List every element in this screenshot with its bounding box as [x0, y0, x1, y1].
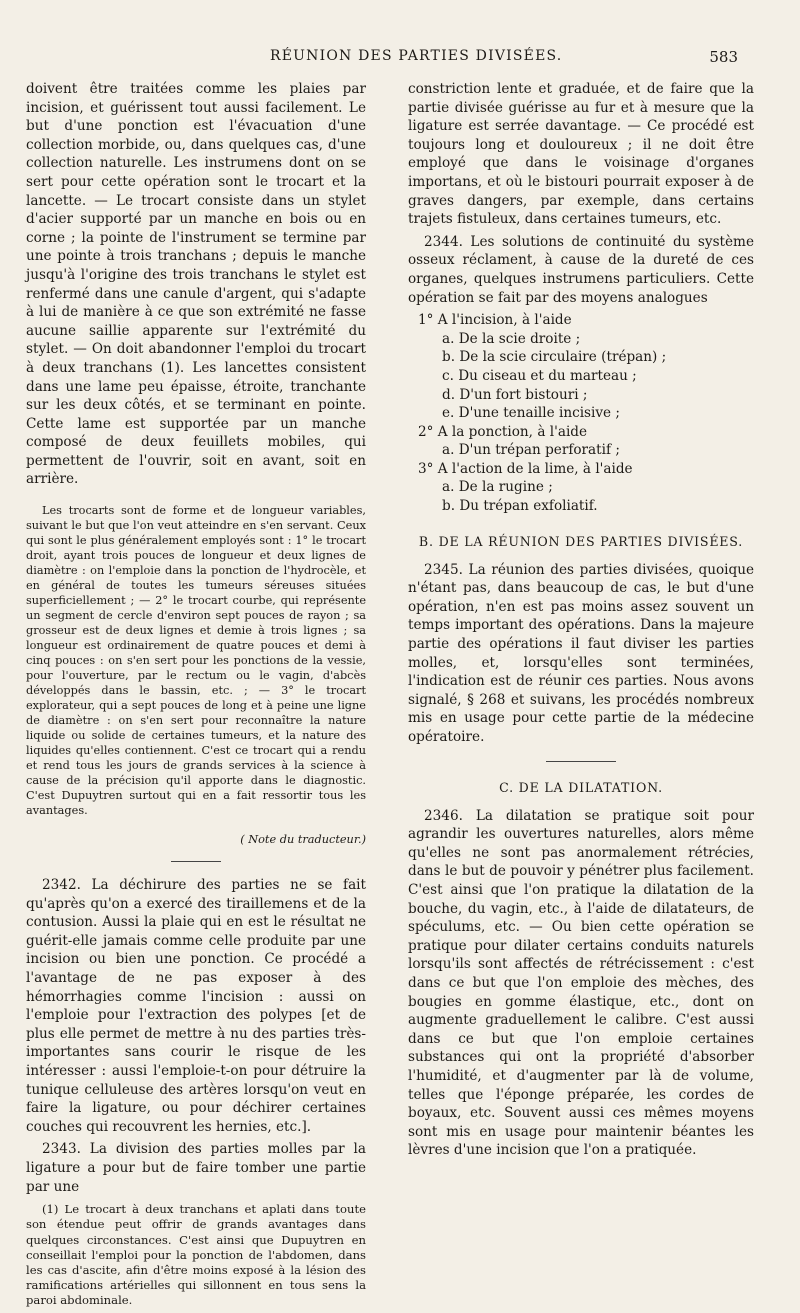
- list-item: 3° A l'action de la lime, à l'aide: [418, 460, 633, 477]
- list-item: c. Du ciseau et du marteau ;: [442, 367, 637, 384]
- page-header: [0, 48, 800, 70]
- translator-note-text: Les trocarts sont de forme et de longueur variables, suivant le but que l'on veut atteindre en s'en servant. Ceux qui sont le plus généralement employés sont : 1° le trocart droit, ayant trois pouces de longueur et deux lignes de diamètre : on l'emploie dans la ponction de l'hydrocèle, et en général de toutes les tumeurs séreuses situées superficiellement ; — 2° le trocart courbe, qui représente un segment de cercle d'environ sept pouces de rayon ; sa grosseur est de deux lignes et demie à trois lignes ; sa longueur est ordinairement de quatre pouces et demi à cinq pouces : on s'en sert pour les ponctions de la vessie, pour l'ouverture, par le rectum ou le vagin, d'abcès développés dans le bassin, etc. ; — 3° le trocart explorateur, qui a sept pouces de long et à peine une ligne de diamètre : on s'en sert pour reconnaître la nature liquide ou solide de certaines tumeurs, et la nature des liquides qu'elles contiennent. C'est ce trocart qui a rendu et rend tous les jours de grands services à la science à cause de la précision qu'il apporte dans le diagnostic. C'est Dupuytren surtout qui en a fait ressortir tous les avantages.: [26, 504, 366, 818]
- list-item: 1° A l'incision, à l'aide: [418, 312, 572, 329]
- divider: [171, 861, 221, 862]
- list-item: a. De la scie droite ;: [442, 330, 581, 347]
- paragraph-2342: 2342. La déchirure des parties ne se fait qu'après qu'on a exercé des tiraillemens et de la contusion. Aussi la plaie qui en est le résultat ne guérit-elle jamais comme celle produite par une incision ou bien une ponction. Ce procédé a l'avantage de ne pas exposer à des hémorrhagies comme l'incision : aussi on l'emploie pour l'extraction des polypes [et de plus elle permet de mettre à nu des parties très-importantes sans courir le risque de les intéresser : aussi l'emploie-t-on pour détruire la tunique celluleuse des artères lorsqu'on veut en faire la ligature, ou pour déchirer certaines couches qui recouvrent les hernies, etc.].: [26, 877, 366, 1135]
- list-item: a. De la rugine ;: [442, 479, 553, 496]
- divider: [546, 761, 616, 762]
- paragraph-2346: 2346. La dilatation se pratique soit pour agrandir les ouvertures naturelles, alors même qu'elles ne sont pas anormalement rétrécies, dans le but de pouvoir y pénétrer plus facilement. C'est ainsi que l'on pratique la dilatation de la bouche, du vagin, etc., à l'aide de dilatateurs, de spéculums, etc. — Ou bien cette opération se pratique pour dilater certains conduits naturels lorsqu'ils sont affectés de rétrécissement : c'est dans ce but que l'on emploie des mèches, des bougies en gomme élastique, etc., dont on augmente graduellement le calibre. C'est aussi dans ce but que l'on emploie certaines substances qui ont la propriété d'absorber l'humidité, et d'augmenter par là de volume, telles que l'éponge préparée, les cordes de boyaux, etc. Souvent aussi ces mêmes moyens sont mis en usage pour maintenir béantes les lèvres d'une incision que l'on a pratiquée.: [408, 807, 754, 1159]
- right-column: [408, 80, 754, 1164]
- paragraph-2345: 2345. La réunion des parties divisées, quoique n'étant pas, dans beaucoup de cas, le but d'une opération, n'en est pas moins assez souvent un temps important des opérations. Dans la majeure partie des opérations il faut diviser les parties molles, et, lorsqu'elles sont terminées, l'indication est de réunir ces parties. Nous avons signalé, § 268 et suivans, les procédés nombreux mis en usage pour cette partie de la médecine opératoire.: [408, 561, 754, 745]
- footnote-text: (1) Le trocart à deux tranchans et aplati dans toute son étendue peut offrir de grands avantages dans quelques circonstances. C'est ainsi que Dupuytren en conseillait l'emploi pour la ponction de l'abdomen, dans les cas d'ascite, afin d'être moins exposé à la lésion des ramifications artérielles qui sillonnent en tous sens la paroi abdominale.: [26, 1202, 366, 1308]
- running-title: RÉUNION DES PARTIES DIVISÉES.: [270, 48, 563, 64]
- page-number: 583: [709, 48, 738, 66]
- translator-note-signature: ( Note du traducteur.): [240, 833, 366, 847]
- section-heading-b-text: B. DE LA RÉUNION DES PARTIES DIVISÉES.: [418, 533, 744, 549]
- paragraph-2343: 2343. La division des parties molles par la ligature a pour but de faire tomber une partie par une: [26, 1141, 366, 1195]
- instrument-list: [408, 311, 754, 516]
- list-item: a. D'un trépan perforatif ;: [442, 442, 620, 459]
- paragraph-ligature-cont: constriction lente et graduée, et de faire que la partie divisée guérisse au fur et à mesure que la ligature est serrée davantage. — Ce procédé est toujours long et douloureux ; il ne doit être employé que dans le voisinage d'organes importans, et où le bistouri pourrait exposer à de graves dangers, par exemple, dans certains trajets fistuleux, dans certaines tumeurs, etc.: [408, 81, 754, 228]
- section-heading-c-text: C. DE LA DILATATION.: [499, 779, 663, 795]
- translator-note: [26, 503, 366, 847]
- left-column: [26, 80, 366, 1313]
- list-item: 2° A la ponction, à l'aide: [418, 423, 588, 440]
- list-item: e. D'une tenaille incisive ;: [442, 405, 620, 422]
- section-heading-c: [408, 780, 754, 795]
- footnote: [26, 1202, 366, 1308]
- paragraph-2344: 2344. Les solutions de continuité du système osseux réclament, à cause de la dureté de ces organes, quelques instrumens particuliers. Cette opération se fait par des moyens analogues: [408, 233, 754, 306]
- list-item: b. Du trépan exfoliatif.: [442, 498, 598, 515]
- list-item: d. D'un fort bistouri ;: [442, 386, 588, 403]
- paragraph-trocart: doivent être traitées comme les plaies par incision, et guérissent tout aussi facilement. Le but d'une ponction est l'évacuation d'une collection morbide, ou, dans quelques cas, d'une collection naturelle. Les instrumens dont on se sert pour cette opération sont le trocart et la lancette. — Le trocart consiste dans un stylet d'acier supporté par un manche en bois ou en corne ; la pointe de l'instrument se termine par une pointe à trois tranchans ; depuis le manche jusqu'à l'origine des trois tranchans le stylet est renfermé dans une canule d'argent, qui s'adapte à lui de manière à ce que son extrémité ne fasse aucune saillie apparente sur l'extrémité du stylet. — On doit abandonner l'emploi du trocart à deux tranchans (1). Les lancettes consistent dans une lame peu épaisse, étroite, tranchante sur les deux côtés, et se terminant en pointe. Cette lame est supportée par un manche composé de deux feuillets mobiles, qui permettent de l'ouvrir, soit en avant, soit en arrière.: [26, 81, 366, 488]
- section-heading-b: [408, 534, 754, 549]
- list-item: b. De la scie circulaire (trépan) ;: [442, 349, 667, 366]
